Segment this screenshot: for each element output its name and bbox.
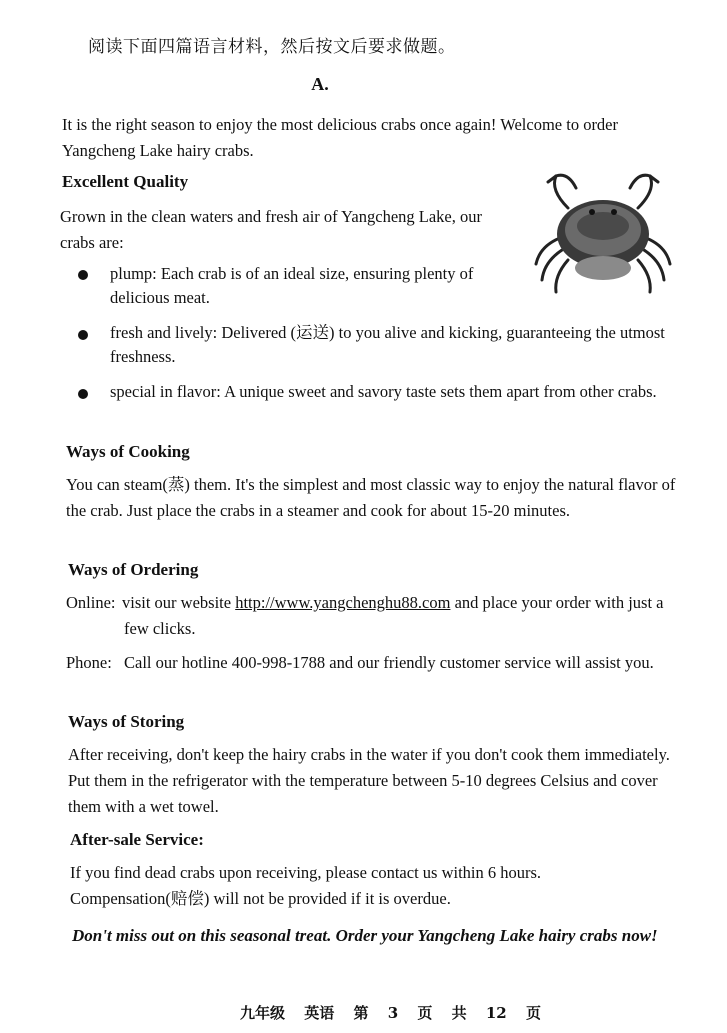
quality-lead: Grown in the clean waters and fresh air of Yangcheng Lake, our crabs are: — [60, 207, 482, 252]
page-footer — [240, 1002, 541, 1023]
instructions: 阅读下面四篇语言材料，然后按文后要求做题。 — [88, 37, 456, 57]
aftersale-heading: After-sale Service: — [70, 830, 204, 849]
phone-label: Phone: — [66, 653, 112, 672]
bullet-dot — [78, 270, 88, 280]
bullet-dot — [78, 389, 88, 399]
crab-icon — [528, 168, 678, 308]
online-text — [124, 590, 684, 642]
footer-total: 共 12 页 — [451, 1004, 541, 1022]
footer-grade: 九年级 — [240, 1004, 286, 1022]
quality-bullet-2: fresh and lively: Delivered (运送) to you alive and kicking, guaranteeing the utmost freshness. — [110, 323, 665, 366]
online-post: and place your order with just a few clicks. — [124, 593, 664, 638]
closing-text: Don't miss out on this seasonal treat. Order your Yangcheng Lake hairy crabs now! — [72, 926, 658, 945]
storing-heading: Ways of Storing — [68, 712, 185, 731]
online-label: Online: — [66, 593, 116, 612]
bullet-dot — [78, 330, 88, 340]
cooking-heading: Ways of Cooking — [66, 442, 190, 461]
section-label: A. — [311, 74, 329, 94]
ordering-heading: Ways of Ordering — [68, 560, 199, 579]
footer-page: 第 3 页 — [353, 1004, 433, 1022]
online-pre: visit our website — [122, 593, 232, 612]
quality-bullet-1: plump: Each crab is of an ideal size, ensuring plenty of delicious meat. — [110, 264, 474, 307]
intro-text: It is the right season to enjoy the most delicious crabs once again! Welcome to order Yangcheng Lake hairy crabs. — [62, 115, 619, 160]
quality-heading: Excellent Quality — [62, 172, 189, 191]
website-link[interactable]: http://www.yangchenghu88.com — [235, 593, 451, 612]
aftersale-text: If you find dead crabs upon receiving, please contact us within 6 hours. Compensation(赔偿) will not be provided if it is overdue. — [70, 863, 542, 908]
quality-bullet-3: special in flavor: A unique sweet and savory taste sets them apart from other crabs. — [110, 382, 657, 401]
footer-subject: 英语 — [304, 1004, 335, 1022]
cooking-text: You can steam(蒸) them. It's the simplest and most classic way to enjoy the natural flavor of the crab. Just place the crabs in a steamer and cook for about 15-20 minutes. — [66, 475, 676, 520]
storing-text: After receiving, don't keep the hairy crabs in the water if you don't cook them immediately. Put them in the refrigerator with the temperature between 5-10 degrees Celsius and cover them with a wet towel. — [68, 745, 670, 816]
phone-text: Call our hotline 400-998-1788 and our friendly customer service will assist you. — [124, 653, 654, 672]
